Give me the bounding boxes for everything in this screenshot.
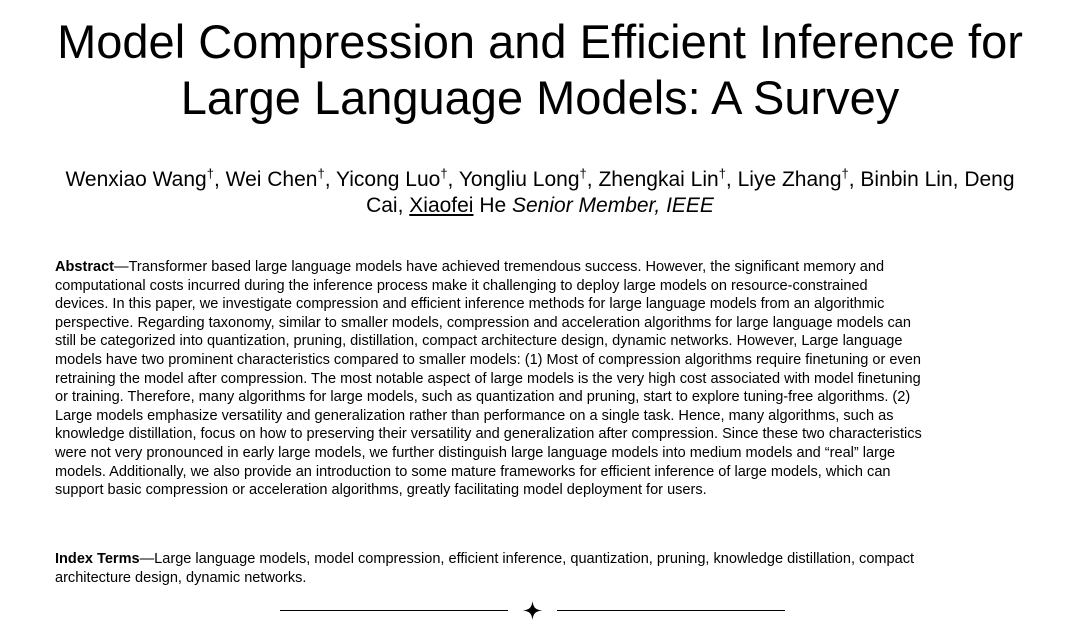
author-name: Liye Zhang [737, 168, 842, 191]
abstract-text: were not very pronounced in early large models, we further distinguish large language models into medium models and “real” large [55, 444, 896, 461]
abstract-line [55, 444, 1035, 463]
abstract-line [55, 407, 1035, 426]
author-separator: , [447, 168, 459, 191]
author-dagger-mark: † [579, 166, 587, 181]
abstract-text: or training. Therefore, many algorithms for large models, such as quantization and pruning, start to explore tuning-free algorithms. (2) [55, 389, 911, 406]
abstract-text: still be categorized into quantization, pruning, distillation, compact architecture design, dynamic networks. However, Large language [55, 333, 903, 350]
author-name: Zhengkai Lin [598, 168, 719, 191]
index-terms-section [55, 550, 1035, 587]
author-name: Yongliu Long [458, 168, 580, 191]
author-separator: , [213, 168, 226, 191]
abstract-line [55, 463, 1035, 482]
abstract-line [55, 425, 1035, 444]
author-separator: , [324, 168, 336, 191]
author-dagger-mark: † [206, 166, 214, 181]
index-terms-label: Index Terms [55, 551, 140, 567]
abstract-text: —Transformer based large language models have achieved tremendous success. However, the significant memory and [114, 259, 885, 275]
author-dagger-mark: † [718, 166, 726, 181]
index-terms-text: —Large language models, model compression, efficient inference, quantization, pruning, knowledge distillation, compact [139, 551, 915, 567]
author-name: Deng [964, 168, 1015, 191]
author-name: Wenxiao Wang [65, 168, 207, 191]
title-line-1: Model Compression and Efficient Inference for [57, 15, 1023, 68]
author-separator: , [586, 168, 599, 191]
abstract-line [55, 481, 1035, 500]
separator-rule-right [557, 610, 785, 611]
abstract-text: Large models emphasize versatility and generalization rather than performance on a single task. Hence, many algorithms, such as [55, 407, 894, 424]
abstract-line [55, 351, 1035, 370]
author-list [20, 167, 1060, 219]
author-dagger-mark: † [317, 166, 325, 181]
index-terms-line [55, 550, 1035, 569]
author-name: Wei Chen [225, 168, 318, 191]
abstract-line [55, 332, 1035, 351]
author-dagger-mark: † [841, 166, 849, 181]
author-separator: , [848, 168, 861, 191]
abstract-text: perspective. Regarding taxonomy, similar to smaller models, compression and acceleration algorithms for large language models can [55, 314, 911, 331]
abstract-line [55, 258, 1035, 277]
author-line-1 [20, 167, 1060, 193]
abstract-text: support basic compression or acceleration algorithms, greatly facilitating model deployment for users. [55, 482, 707, 499]
abstract-text: models. Additionally, we also provide an introduction to some mature frameworks for efficient inference of large models, which can [55, 463, 891, 480]
abstract-section [55, 258, 1035, 500]
author-separator: , [952, 168, 965, 191]
section-separator [280, 601, 785, 621]
abstract-line [55, 295, 1035, 314]
paper-title [20, 14, 1060, 126]
abstract-text: knowledge distillation, focus on how to preserving their versatility and generalization after compression. Since these two characteristics [55, 426, 922, 443]
index-terms-line [55, 569, 1035, 588]
abstract-line [55, 370, 1035, 389]
abstract-text: computational costs incurred during the inference process make it challenging to deploy large models on resource-constrained [55, 277, 868, 294]
author-name: Binbin Lin [860, 168, 953, 191]
abstract-text: models have two prominent characteristics compared to smaller models: (1) Most of compression algorithms require finetuning or even [55, 351, 921, 368]
abstract-line [55, 388, 1035, 407]
author-separator: , [725, 168, 738, 191]
abstract-line [55, 277, 1035, 296]
separator-rule-left [280, 610, 508, 611]
title-line-2: Large Language Models: A Survey [180, 71, 900, 124]
author-dagger-mark: † [440, 166, 448, 181]
abstract-label: Abstract [55, 259, 115, 275]
index-terms-text: architecture design, dynamic networks. [55, 569, 307, 586]
author-membership: Senior Member, IEEE [512, 194, 714, 217]
author-he: He [473, 194, 512, 217]
author-line-2 [20, 193, 1060, 219]
author-xiaofei-link[interactable]: Xiaofei [409, 194, 474, 217]
four-point-star-icon [523, 601, 542, 620]
author-name: Yicong Luo [336, 168, 441, 191]
abstract-text: devices. In this paper, we investigate compression and efficient inference methods for large language models from an algorithmic [55, 296, 885, 313]
abstract-line [55, 314, 1035, 333]
author-cai: Cai, [366, 194, 410, 217]
abstract-text: retraining the model after compression. The most notable aspect of large models is the very high cost associated with model finetuning [55, 370, 921, 387]
